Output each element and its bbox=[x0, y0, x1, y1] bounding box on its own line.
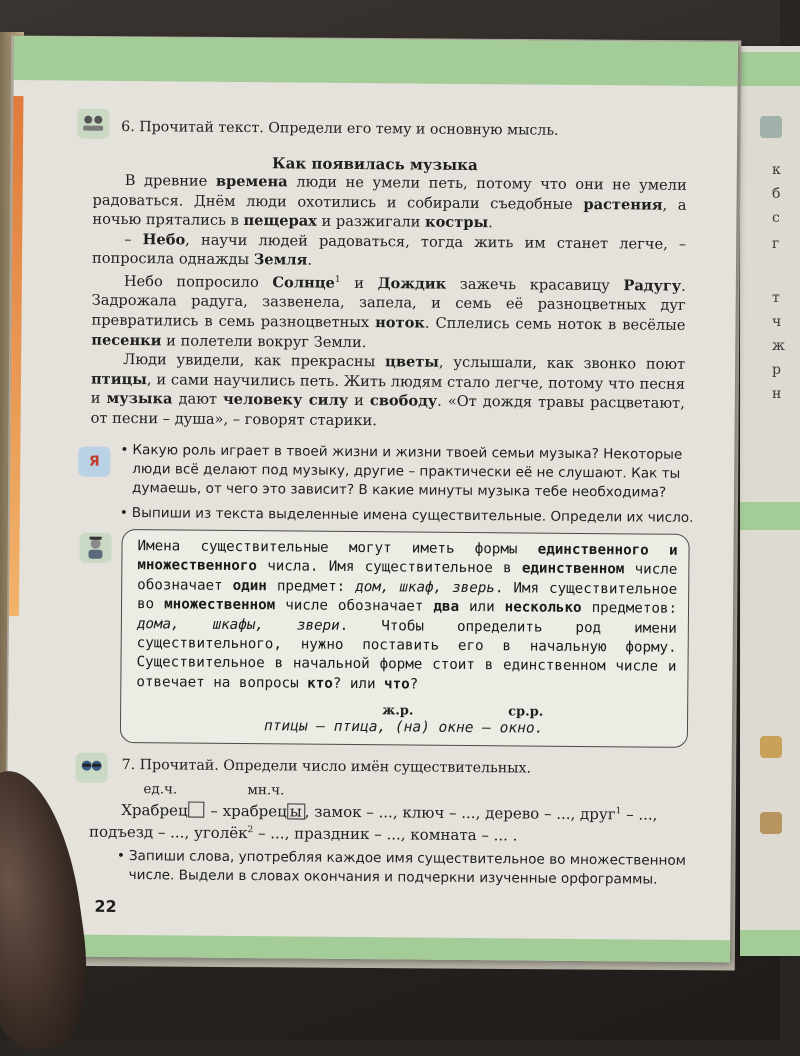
question-1: • Какую роль играет в твоей жизни и жизни твоей семьи музыка? Некоторые люди всё делают под музыку, другие – практически её не слушают. Как ты думаешь, от чего это зависит? В какие минуты музыка тебе необходима? bbox=[120, 441, 700, 503]
story-paragraph-3: Небо попросило Солнце$^1$ и Дождик зажечь красавицу Радугу. Задрожала радуга, зазвенела, запела, и семь её разноцветных дуг превратились в семь разноцветных ноток. Сплелись семь ноток в весёлые песенки и полетели вокруг Земли. bbox=[91, 272, 686, 351]
story-text bbox=[91, 171, 687, 434]
singular-label: ед.ч. bbox=[143, 781, 178, 798]
story-paragraph-2: – Небо, научи людей радоваться, тогда жить им станет легче, – попросила однажды Земля. bbox=[91, 230, 687, 269]
pair-work-icon bbox=[77, 109, 109, 139]
exercise-7-task: 7. Прочитай. Определи число имён существительных. bbox=[121, 756, 532, 777]
next-page-icon bbox=[760, 116, 782, 138]
discussion-questions bbox=[120, 441, 701, 528]
self-reflection-icon: Я bbox=[78, 447, 110, 477]
textbook-page bbox=[6, 36, 738, 962]
pair-work-icon-2 bbox=[75, 753, 107, 783]
next-page-edge: к б с г т ч ж р н bbox=[740, 46, 800, 956]
plural-label: мн.ч. bbox=[247, 782, 285, 799]
feminine-label: ж.р. bbox=[382, 703, 414, 719]
grammar-rule: Имена существительные могут иметь формы единственного и множественного числа. Имя существительное в единственном числе обозначает один предмет: дом, шкаф, зверь. Имя существительное во множественном числе обозначает два или несколько предметов: дома, шкафы, звери. Чтобы определить род имени существительного, нужно поставить его в начальную форму. Существительное в начальной форме стоит в единственном числе и отвечает на вопросы кто? или что? bbox=[136, 538, 678, 693]
text-title: Как появилась музыка bbox=[271, 154, 478, 175]
question-2: • Выпиши из текста выделенные имена существительные. Определи их число. bbox=[120, 504, 700, 528]
next-page-icon-2 bbox=[760, 736, 782, 758]
exercise-7-line-2: подъезд – ..., уголёк$^2$ – ..., праздник – ..., комната – ... . bbox=[88, 822, 518, 845]
story-paragraph-4: Люди увидели, как прекрасны цветы, услышали, как звонко поют птицы, и сами научились петь. Жить людям стало легче, потому что песня и музыка дают человеку силу и свободу. «От дождя травы расцветают, от песни – душа», – говорят старики. bbox=[90, 351, 686, 430]
exercise-7-line-1: Храбрец – храбрец ы , замок – ..., ключ – ..., дерево – ..., друг$^1$ – ..., bbox=[121, 800, 658, 824]
next-page-icon-3 bbox=[760, 812, 782, 834]
exercise-6-task: 6. Прочитай текст. Определи его тему и основную мысль. bbox=[121, 118, 559, 139]
exercise-7-instructions bbox=[117, 847, 701, 890]
rule-example: птицы – птица, (на) окне – окно. bbox=[263, 718, 544, 737]
teacher-icon bbox=[79, 533, 111, 563]
answer-box bbox=[189, 802, 205, 818]
page-number: 22 bbox=[94, 896, 117, 916]
story-paragraph-1: В древние времена люди не умели петь, потому что они не умели радоваться. Днём люди охотились и собирали съедобные растения, а ночью прятались в пещерах и разжигали костры. bbox=[92, 171, 687, 232]
exercise-7-bullet: • Запиши слова, употребляя каждое имя существительное во множественном числе. Выдели в словах окончания и подчеркни изученные орфограммы. bbox=[117, 847, 701, 890]
neuter-label: ср.р. bbox=[508, 704, 544, 720]
